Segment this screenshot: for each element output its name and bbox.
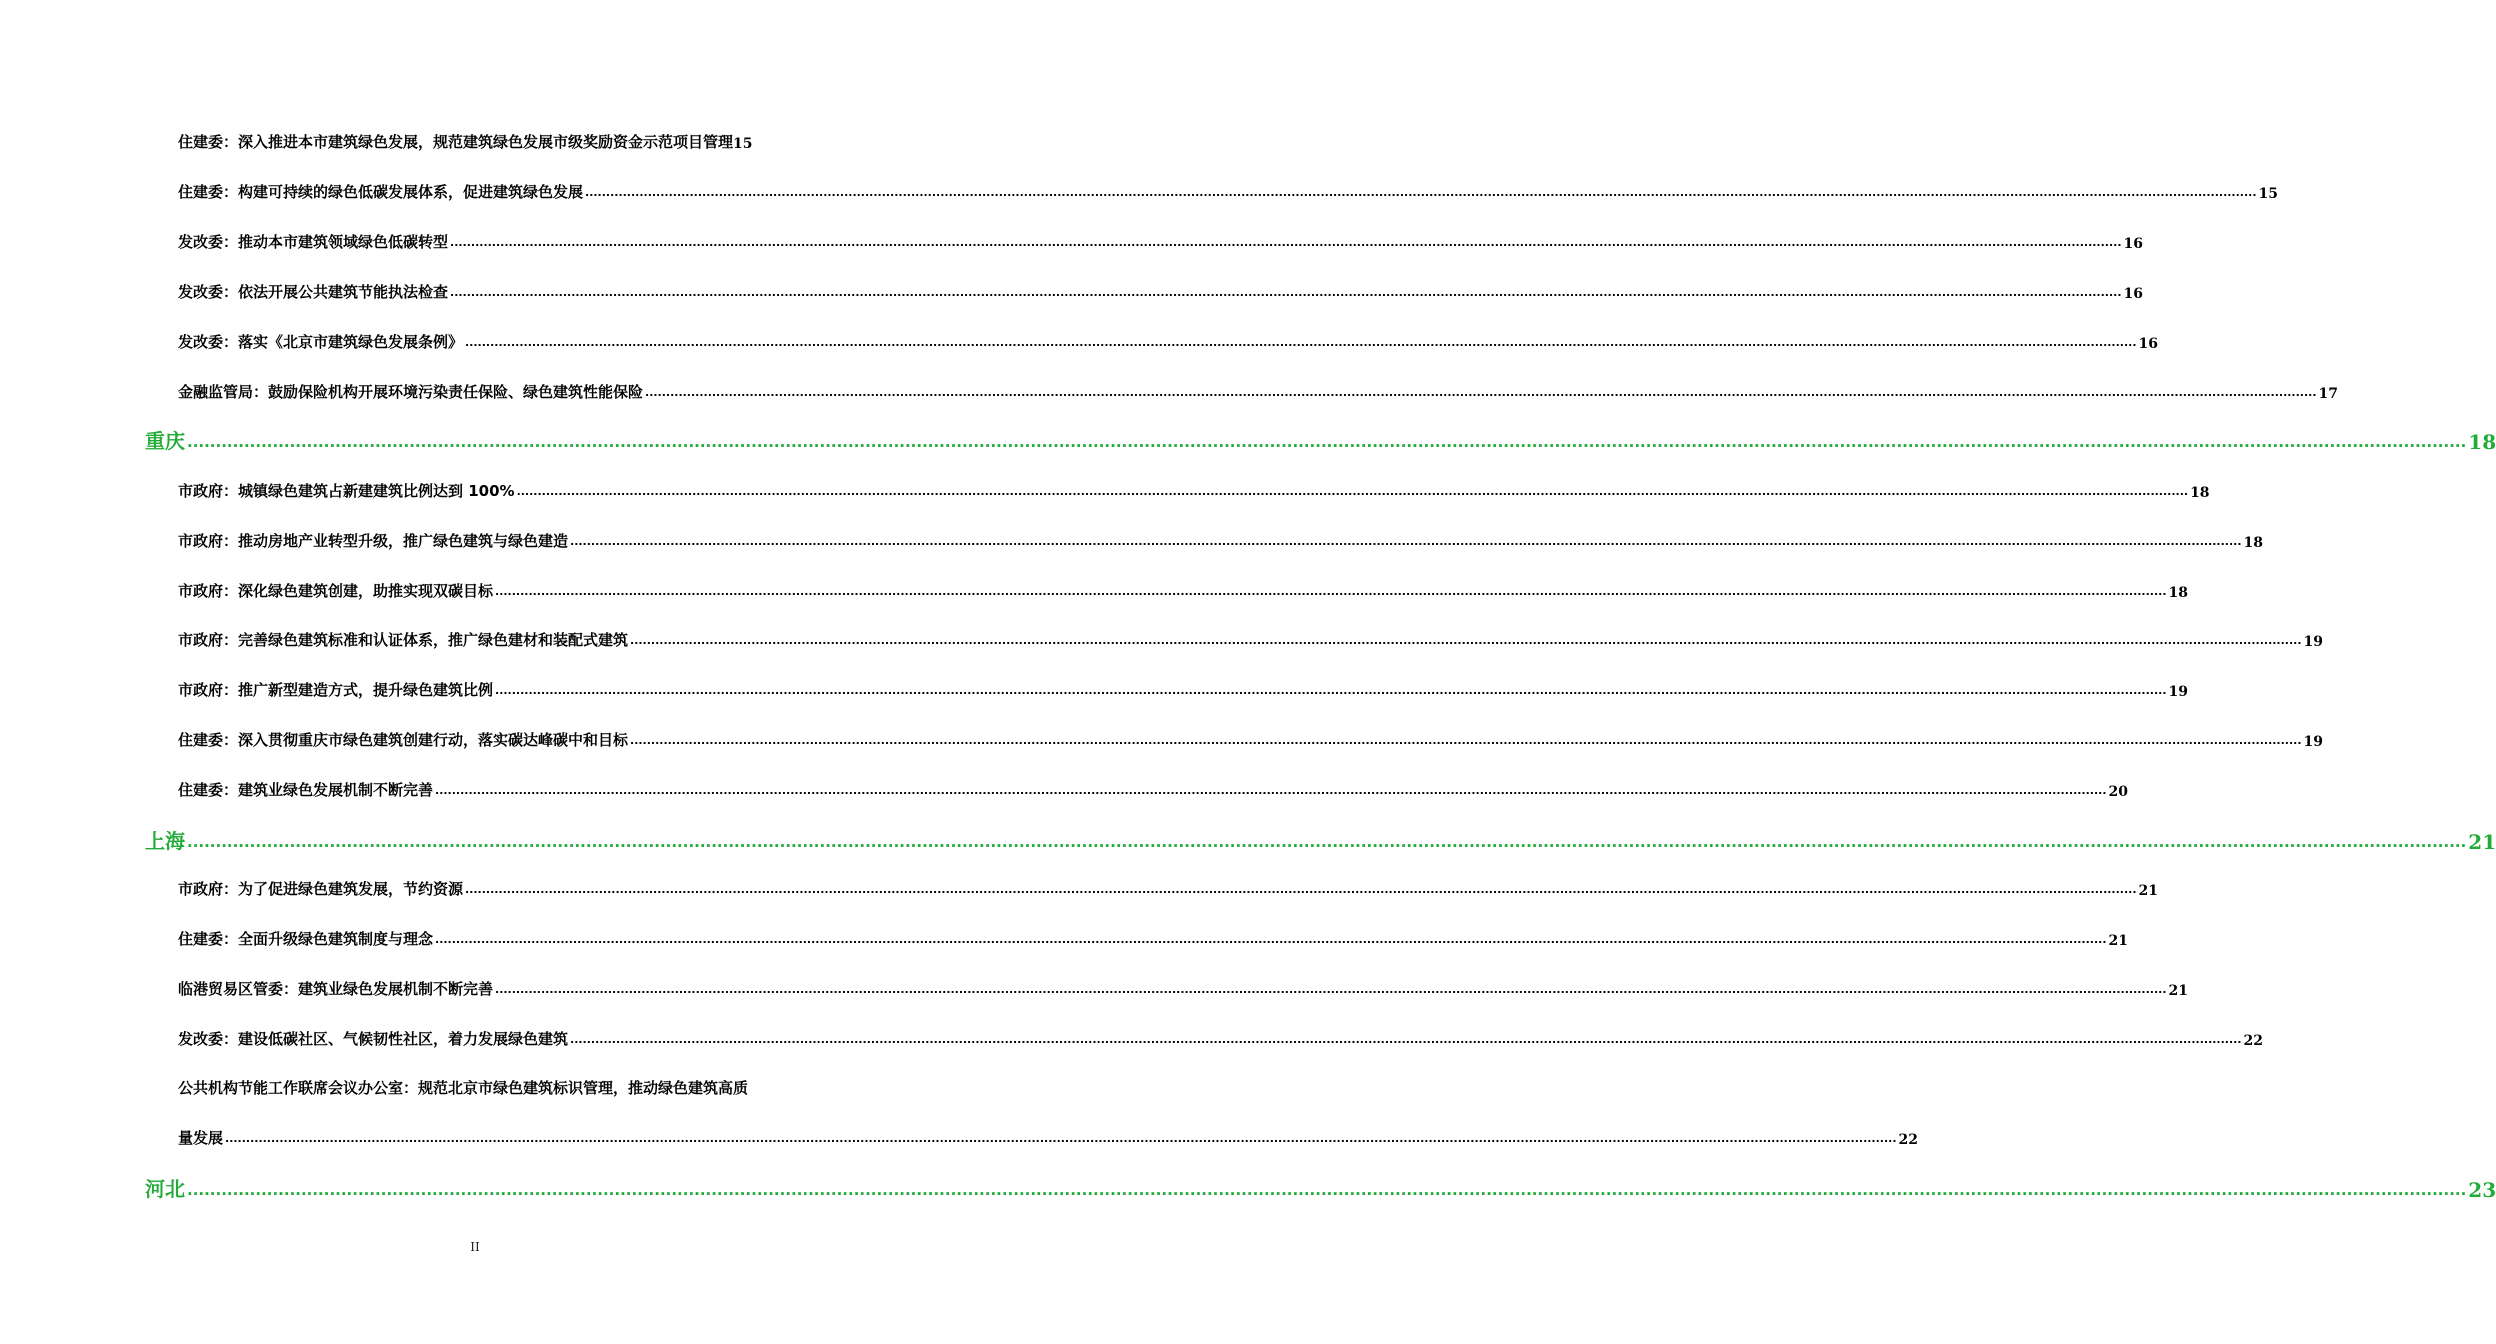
toc-leader-dots: ................................................................................................................................................................................................................................................................................................................................................................................................................ [516,485,2189,498]
toc-entry-title: 市政府：推广新型建造方式，提升绿色建筑比例 [178,681,494,699]
toc-section-heading[interactable] [145,1174,2496,1202]
toc-entry-title: 市政府：城镇绿色建筑占新建建筑比例达到 100% [178,482,515,500]
toc-entry[interactable] [178,1027,2263,1049]
toc-entry-title: 重庆 [145,429,185,453]
toc-entry[interactable] [178,529,2263,551]
toc-entry-title: 市政府：深化绿色建筑创建，助推实现双碳目标 [178,582,494,600]
toc-entry-title: 市政府：完善绿色建筑标准和认证体系，推广绿色建材和装配式建筑 [178,631,629,649]
toc-page-number: 16 [2123,286,2143,302]
toc-entry[interactable] [178,579,2188,601]
toc-entry-title: 河北 [145,1177,185,1201]
toc-leader-dots: ................................................................................................................................................................................................................................................................................................................................................................................................................ [187,1181,2467,1199]
toc-leader-dots: ................................................................................................................................................................................................................................................................................................................................................................................................................ [570,535,2242,548]
toc-entry-title: 住建委：建筑业绿色发展机制不断完善 [178,781,434,799]
toc-leader-dots: ................................................................................................................................................................................................................................................................................................................................................................................................................ [495,684,2167,697]
toc-page-number: 22 [1898,1132,1918,1148]
toc-entry[interactable] [178,130,808,152]
toc-page-number: 21 [2168,983,2188,999]
toc-page-number: 19 [2168,684,2188,700]
toc-entry-title: 住建委：构建可持续的绿色低碳发展体系，促进建筑绿色发展 [178,183,584,201]
toc-page-number: 18 [2168,585,2188,601]
toc-entry[interactable] [178,778,2128,800]
toc-entry[interactable] [178,628,2323,650]
toc-page-number: 16 [2138,336,2158,352]
toc-entry[interactable] [178,479,2210,501]
toc-entry-title: 发改委：推动本市建筑领域绿色低碳转型 [178,233,449,251]
toc-leader-dots: ................................................................................................................................................................................................................................................................................................................................................................................................................ [465,883,2137,896]
toc-page-number: 18 [2243,535,2263,551]
toc-page-number: 21 [2108,933,2128,949]
toc-leader-dots: ................................................................................................................................................................................................................................................................................................................................................................................................................ [645,386,2317,399]
toc-leader-dots: ................................................................................................................................................................................................................................................................................................................................................................................................................ [435,933,2107,946]
toc-leader-dots: ................................................................................................................................................................................................................................................................................................................................................................................................................ [570,1033,2242,1046]
toc-page-number: 19 [2303,734,2323,750]
toc-entry-title: 量发展 [178,1129,224,1147]
toc-entry[interactable] [178,230,2143,252]
toc-leader-dots: ................................................................................................................................................................................................................................................................................................................................................................................................................ [495,983,2167,996]
toc-page-number: 23 [2468,1178,2496,1202]
toc-page-number: 16 [2123,236,2143,252]
toc-entry-title: 金融监管局：鼓励保险机构开展环境污染责任保险、绿色建筑性能保险 [178,383,644,401]
toc-leader-dots: ................................................................................................................................................................................................................................................................................................................................................................................................................ [630,734,2302,747]
toc-entry-title: 市政府：推动房地产业转型升级，推广绿色建筑与绿色建造 [178,532,569,550]
toc-entry[interactable] [178,1077,808,1099]
toc-page-number: 15 [2258,186,2278,202]
toc-entry[interactable] [178,180,2278,202]
toc-entry-title: 发改委：落实《北京市建筑绿色发展条例》 [178,333,464,351]
toc-page-number: 21 [2468,830,2496,854]
toc-entry[interactable] [178,280,2143,302]
toc-entry[interactable] [178,380,2338,402]
toc-page-number: 17 [2318,386,2338,402]
toc-entry[interactable] [178,330,2158,352]
toc-leader-dots: ................................................................................................................................................................................................................................................................................................................................................................................................................ [450,286,2122,299]
toc-leader-dots: ................................................................................................................................................................................................................................................................................................................................................................................................................ [225,1132,1897,1145]
toc-leader-dots: ................................................................................................................................................................................................................................................................................................................................................................................................................ [585,186,2257,199]
toc-section-heading[interactable] [145,826,2496,854]
toc-entry-title: 上海 [145,829,185,853]
toc-leader-dots: ................................................................................................................................................................................................................................................................................................................................................................................................................ [495,585,2167,598]
toc-page-number: 21 [2138,883,2158,899]
toc-section-heading[interactable] [145,426,2496,454]
toc-leader-dots: ................................................................................................................................................................................................................................................................................................................................................................................................................ [465,336,2137,349]
toc-leader-dots: ................................................................................................................................................................................................................................................................................................................................................................................................................ [450,236,2122,249]
toc-entry-title: 住建委：全面升级绿色建筑制度与理念 [178,930,434,948]
toc-entry-title: 临港贸易区管委：建筑业绿色发展机制不断完善 [178,980,494,998]
toc-leader-dots: ................................................................................................................................................................................................................................................................................................................................................................................................................ [187,833,2467,851]
toc-page-number: 19 [2303,634,2323,650]
toc-entry-title: 住建委：深入贯彻重庆市绿色建筑创建行动，落实碳达峰碳中和目标 [178,731,629,749]
toc-leader-dots: ................................................................................................................................................................................................................................................................................................................................................................................................................ [630,634,2302,647]
toc-page-number: 15 [733,136,753,152]
toc-page-number: 20 [2108,784,2128,800]
toc-entry[interactable] [178,1126,1918,1148]
toc-page-number: 18 [2190,485,2210,501]
toc-page-number: 18 [2468,430,2496,454]
toc-entry-title: 发改委：建设低碳社区、气候韧性社区，着力发展绿色建筑 [178,1030,569,1048]
toc-entry[interactable] [178,728,2323,750]
toc-entry-title: 发改委：依法开展公共建筑节能执法检查 [178,283,449,301]
toc-leader-dots: ................................................................................................................................................................................................................................................................................................................................................................................................................ [435,784,2107,797]
toc-page-number: 22 [2243,1033,2263,1049]
toc-entry-title: 市政府：为了促进绿色建筑发展，节约资源 [178,880,464,898]
toc-entry[interactable] [178,927,2128,949]
toc-entry-title: 住建委：深入推进本市建筑绿色发展，规范建筑绿色发展市级奖励资金示范项目管理 [178,133,734,151]
page-number: II [470,1240,480,1254]
toc-entry[interactable] [178,877,2158,899]
toc-leader-dots: ................................................................................................................................................................................................................................................................................................................................................................................................................ [187,433,2467,451]
toc-entry-title: 公共机构节能工作联席会议办公室：规范北京市绿色建筑标识管理，推动绿色建筑高质 [178,1079,749,1097]
toc-entry[interactable] [178,678,2188,700]
toc-entry[interactable] [178,977,2188,999]
